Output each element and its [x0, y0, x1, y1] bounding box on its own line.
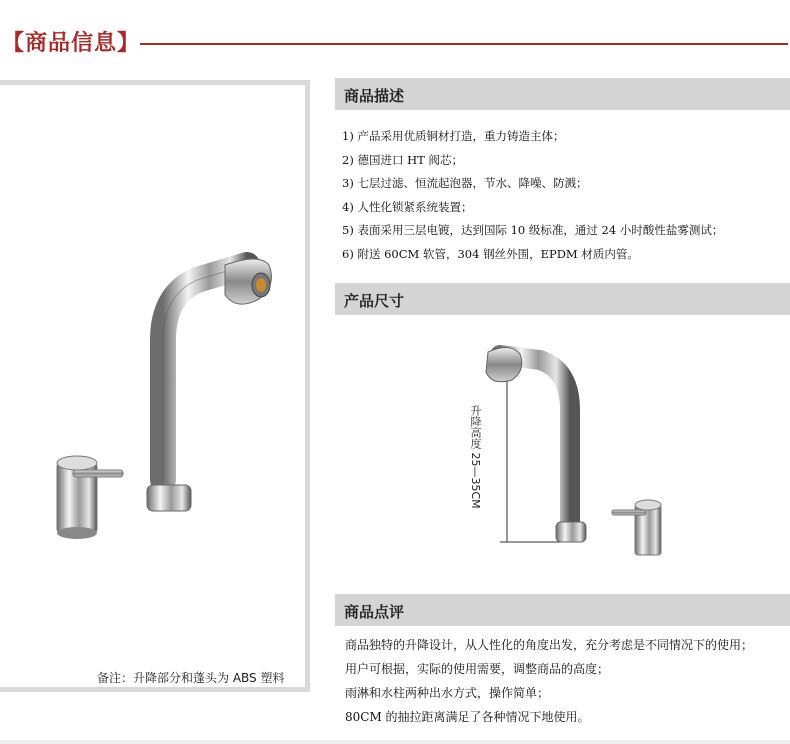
size-title: 产品尺寸 — [344, 292, 405, 310]
review-heading — [335, 594, 790, 626]
list-item: 商品独特的升降设计，从人性化的角度出发，充分考虑是不同情况下的使用； — [345, 638, 754, 652]
product-image-panel — [0, 80, 310, 692]
list-item: 6) 附送 60CM 软管，304 钢丝外围，EPDM 材质内管。 — [342, 246, 639, 261]
description-title: 商品描述 — [344, 87, 405, 105]
faucet-image — [0, 85, 305, 645]
dimension-label: 升降高度 25—35CM — [469, 405, 482, 509]
review-title: 商品点评 — [344, 603, 405, 621]
section-header — [0, 26, 790, 60]
size-heading — [335, 283, 790, 315]
faucet-size-diagram — [470, 330, 690, 570]
description-list — [342, 128, 790, 269]
list-item: 雨淋和水柱两种出水方式，操作简单； — [345, 686, 550, 700]
list-item: 80CM 的抽拉距离满足了各种情况下地使用。 — [345, 710, 590, 724]
review-list — [345, 636, 790, 732]
material-note: 备注：升降部分和蓬头为 ABS 塑料 — [97, 671, 285, 685]
list-item: 2) 德国进口 HT 阀芯； — [342, 152, 463, 167]
list-item: 4) 人性化锁紧系统装置； — [342, 199, 473, 214]
header-divider — [140, 43, 788, 45]
list-item: 5) 表面采用三层电镀，达到国际 10 级标准，通过 24 小时酸性盐雾测试； — [342, 223, 724, 237]
list-item: 1) 产品采用优质铜材打造，重力铸造主体； — [342, 129, 565, 143]
list-item: 用户可根据，实际的使用需要，调整商品的高度； — [345, 662, 610, 676]
header-title: 【商品信息】 — [2, 31, 141, 56]
description-heading — [335, 78, 790, 110]
bottom-divider — [0, 740, 790, 744]
list-item: 3) 七层过滤、恒流起泡器，节水、降噪、防溅； — [342, 176, 588, 190]
